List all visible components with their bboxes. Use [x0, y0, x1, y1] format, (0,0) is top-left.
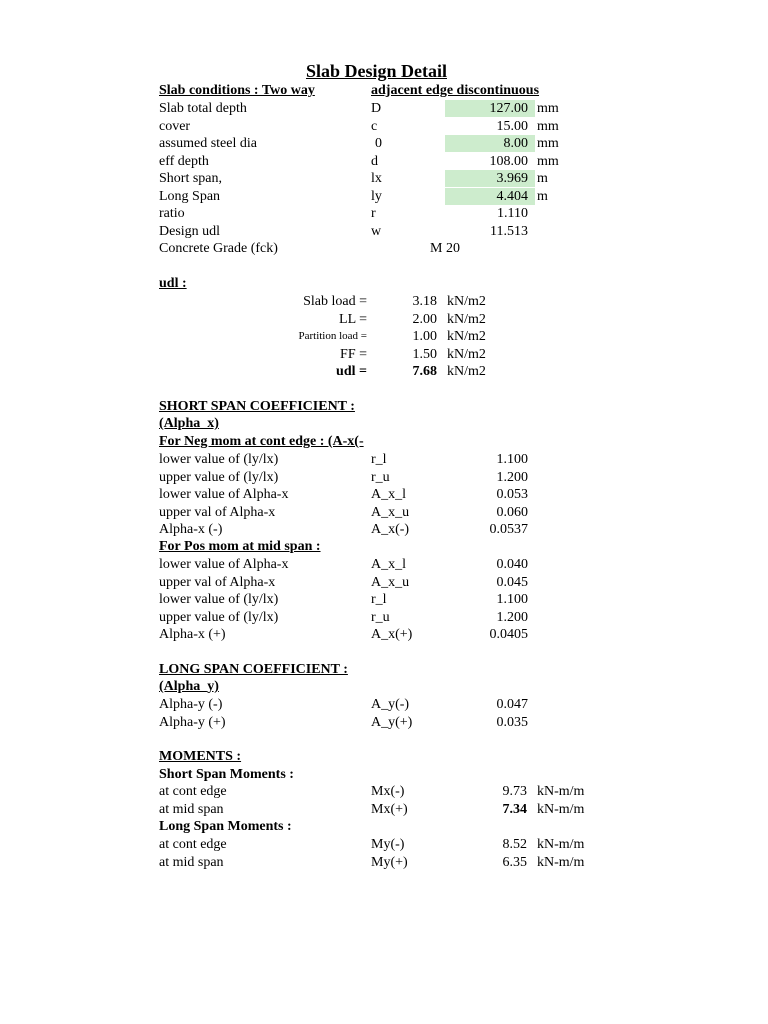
udl-label: Slab load = — [303, 294, 367, 309]
coef-value: 0.035 — [496, 714, 528, 730]
condition-unit: m — [537, 171, 548, 186]
condition-label: Long Span — [159, 188, 221, 204]
short-moments-heading: Short Span Moments : — [159, 767, 294, 782]
coef-symbol: A_y(+) — [371, 714, 413, 730]
moments-heading: MOMENTS : — [159, 749, 242, 764]
moment-label: at cont edge — [159, 837, 227, 852]
condition-label: Short span, — [159, 171, 222, 186]
moment-unit: kN-m/m — [537, 854, 585, 870]
udl-unit: kN/m2 — [447, 311, 486, 327]
short-span-heading: SHORT SPAN COEFFICIENT : — [159, 399, 355, 414]
udl-unit: kN/m2 — [447, 364, 486, 379]
coef-symbol: r_u — [371, 469, 390, 485]
coef-label: lower value of (ly/lx) — [159, 592, 279, 607]
condition-unit: m — [537, 188, 548, 204]
condition-symbol: c — [371, 118, 378, 134]
condition-symbol: w — [371, 223, 382, 239]
coef-symbol: A_x_u — [371, 574, 410, 590]
long-span-heading: LONG SPAN COEFFICIENT : — [159, 662, 348, 677]
udl-heading: udl : — [159, 276, 187, 291]
coef-label: Alpha-x (+) — [159, 627, 226, 642]
grade-value: M 20 — [430, 241, 460, 256]
condition-label: cover — [159, 118, 191, 134]
condition-value: 3.969 — [496, 171, 528, 186]
udl-value: 7.68 — [412, 364, 437, 379]
condition-value: 8.00 — [503, 136, 528, 151]
condition-label: eff depth — [159, 153, 209, 169]
coef-symbol: A_x(-) — [371, 522, 410, 537]
coef-value: 0.040 — [496, 557, 528, 572]
condition-value: 108.00 — [489, 153, 528, 169]
coef-symbol: r_l — [371, 452, 387, 467]
coef-label: Alpha-y (-) — [159, 697, 223, 712]
moment-unit: kN-m/m — [537, 784, 585, 799]
page-title: Slab Design Detail — [305, 61, 447, 81]
condition-label: ratio — [159, 206, 185, 221]
condition-value: 11.513 — [490, 223, 528, 239]
conditions-edge: adjacent edge discontinuous — [371, 83, 540, 98]
moment-label: at mid span — [159, 801, 224, 817]
udl-unit: kN/m2 — [447, 294, 486, 309]
moment-value: 6.35 — [502, 854, 527, 870]
coef-value: 1.100 — [496, 452, 528, 467]
moment-unit: kN-m/m — [537, 801, 585, 817]
udl-unit: kN/m2 — [447, 346, 486, 362]
condition-value: 1.110 — [497, 206, 528, 221]
moment-unit: kN-m/m — [537, 837, 585, 852]
conditions-heading: Slab conditions : Two way — [159, 83, 315, 98]
condition-symbol: 0 — [375, 136, 382, 151]
pos-heading: For Pos mom at mid span : — [159, 539, 321, 554]
udl-unit: kN/m2 — [447, 329, 486, 344]
condition-value: 15.00 — [496, 118, 528, 134]
coef-label: upper value of (ly/lx) — [159, 609, 279, 625]
udl-value: 2.00 — [412, 311, 437, 327]
moment-value: 7.34 — [502, 801, 527, 817]
coef-label: upper val of Alpha-x — [159, 574, 276, 590]
condition-value: 4.404 — [496, 188, 528, 204]
coef-value: 1.200 — [496, 609, 528, 625]
udl-value: 1.50 — [412, 346, 437, 362]
condition-label: assumed steel dia — [159, 136, 257, 151]
coef-value: 0.045 — [496, 574, 528, 590]
coef-value: 0.053 — [496, 487, 528, 502]
coef-symbol: r_l — [371, 592, 387, 607]
condition-unit: mm — [537, 118, 559, 134]
condition-symbol: lx — [371, 171, 382, 186]
moment-label: at cont edge — [159, 784, 227, 799]
condition-symbol: d — [371, 153, 378, 169]
condition-unit: mm — [537, 136, 559, 151]
condition-unit: mm — [537, 101, 559, 116]
grade-label: Concrete Grade (fck) — [159, 241, 278, 256]
udl-label: Partition load = — [298, 330, 367, 342]
coef-label: Alpha-y (+) — [159, 714, 226, 730]
coef-value: 0.047 — [496, 697, 528, 712]
condition-label: Design udl — [159, 223, 221, 239]
neg-heading: For Neg mom at cont edge : (A-x(- — [159, 434, 364, 449]
coef-symbol: A_x(+) — [371, 627, 413, 642]
long-span-sub: (Alpha_y) — [159, 679, 219, 694]
coef-label: lower value of Alpha-x — [159, 487, 289, 502]
condition-unit: mm — [537, 153, 559, 169]
coef-value: 1.100 — [496, 592, 528, 607]
coef-symbol: A_x_l — [371, 557, 406, 572]
moment-value: 9.73 — [502, 784, 527, 799]
coef-label: upper val of Alpha-x — [159, 504, 276, 520]
condition-symbol: D — [371, 101, 382, 116]
condition-label: Slab total depth — [159, 101, 247, 116]
coef-value: 1.200 — [496, 469, 528, 485]
condition-value: 127.00 — [489, 101, 528, 116]
moment-label: at mid span — [159, 854, 224, 870]
coef-symbol: r_u — [371, 609, 390, 625]
condition-symbol: r — [371, 206, 376, 221]
moment-symbol: Mx(+) — [371, 801, 408, 817]
coef-value: 0.0537 — [489, 522, 528, 537]
coef-label: lower value of (ly/lx) — [159, 452, 279, 467]
condition-symbol: ly — [371, 188, 382, 204]
moment-symbol: Mx(-) — [371, 784, 405, 799]
coef-label: upper value of (ly/lx) — [159, 469, 279, 485]
udl-label: FF = — [340, 346, 367, 362]
moment-symbol: My(+) — [371, 854, 408, 870]
udl-value: 1.00 — [412, 329, 437, 344]
coef-symbol: A_y(-) — [371, 697, 410, 712]
moment-value: 8.52 — [502, 837, 527, 852]
coef-value: 0.060 — [496, 504, 528, 520]
coef-label: Alpha-x (-) — [159, 522, 223, 537]
short-span-sub: (Alpha_x) — [159, 416, 219, 431]
udl-label: udl = — [336, 364, 367, 379]
udl-label: LL = — [339, 311, 367, 327]
coef-label: lower value of Alpha-x — [159, 557, 289, 572]
coef-symbol: A_x_u — [371, 504, 410, 520]
udl-value: 3.18 — [412, 294, 437, 309]
coef-value: 0.0405 — [489, 627, 528, 642]
long-moments-heading: Long Span Moments : — [159, 819, 292, 834]
moment-symbol: My(-) — [371, 837, 405, 852]
coef-symbol: A_x_l — [371, 487, 406, 502]
